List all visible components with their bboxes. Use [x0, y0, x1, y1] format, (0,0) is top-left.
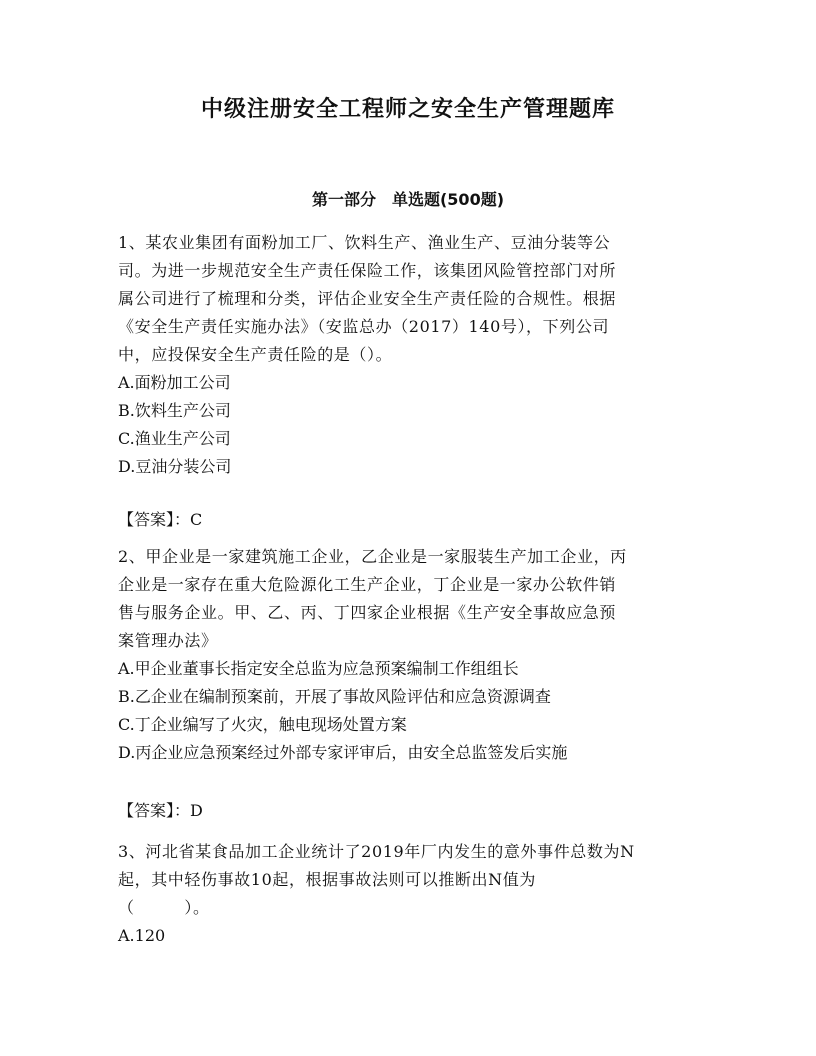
- question-1-option-b: B.饮料生产公司: [118, 401, 231, 420]
- question-2-text-line: 企业是一家存在重大危险源化工生产企业，丁企业是一家办公软件销: [118, 575, 617, 594]
- question-2-option-d: D.丙企业应急预案经过外部专家评审后，由安全总监签发后实施: [118, 743, 568, 762]
- document-title: 中级注册安全工程师之安全生产管理题库: [200, 97, 615, 122]
- question-3-option-a: A.120: [118, 926, 166, 945]
- question-1-text-line: 中，应投保安全生产责任险的是（）。: [118, 345, 393, 364]
- question-2-option-c: C.丁企业编写了火灾，触电现场处置方案: [118, 715, 407, 734]
- question-2-answer: 【答案】：D: [118, 801, 203, 820]
- question-1: [118, 229, 708, 481]
- question-2-option-a: A.甲企业董事长指定安全总监为应急预案编制工作组组长: [118, 659, 519, 678]
- question-1-text-line: 1、某农业集团有面粉加工厂、饮料生产、渔业生产、豆油分装等公: [118, 233, 611, 252]
- question-1-option-c: C.渔业生产公司: [118, 429, 231, 448]
- question-3-text-line: 起，其中轻伤事故10起，根据事故法则可以推断出N值为: [118, 870, 536, 889]
- question-2-text-line: 售与服务企业。甲、乙、丙、丁四家企业根据《生产安全事故应急预: [118, 603, 617, 622]
- question-1-text-line: 属公司进行了梳理和分类，评估企业安全生产责任险的合规性。根据: [118, 289, 617, 308]
- question-3-text-line: （ ）。: [118, 898, 210, 917]
- question-2-option-b: B.乙企业在编制预案前，开展了事故风险评估和应急资源调查: [118, 687, 551, 706]
- question-1-option-a: A.面粉加工公司: [118, 373, 231, 392]
- question-2: [118, 543, 708, 767]
- question-1-answer: 【答案】：C: [118, 510, 203, 529]
- question-1-text-line: 《安全生产责任实施办法》（安监总办（2017）140号），下列公司: [118, 317, 610, 336]
- question-1-text-line: 司。为进一步规范安全生产责任保险工作，该集团风险管控部门对所: [118, 261, 617, 280]
- question-3: [118, 838, 708, 950]
- question-1-option-d: D.豆油分装公司: [118, 457, 232, 476]
- section-heading: 第一部分 单选题(500题): [311, 190, 505, 209]
- question-3-text-line: 3、河北省某食品加工企业统计了2019年厂内发生的意外事件总数为N: [118, 842, 635, 861]
- question-2-text-line: 2、甲企业是一家建筑施工企业，乙企业是一家服装生产加工企业，丙: [118, 547, 627, 566]
- question-2-text-line: 案管理办法》: [118, 631, 218, 650]
